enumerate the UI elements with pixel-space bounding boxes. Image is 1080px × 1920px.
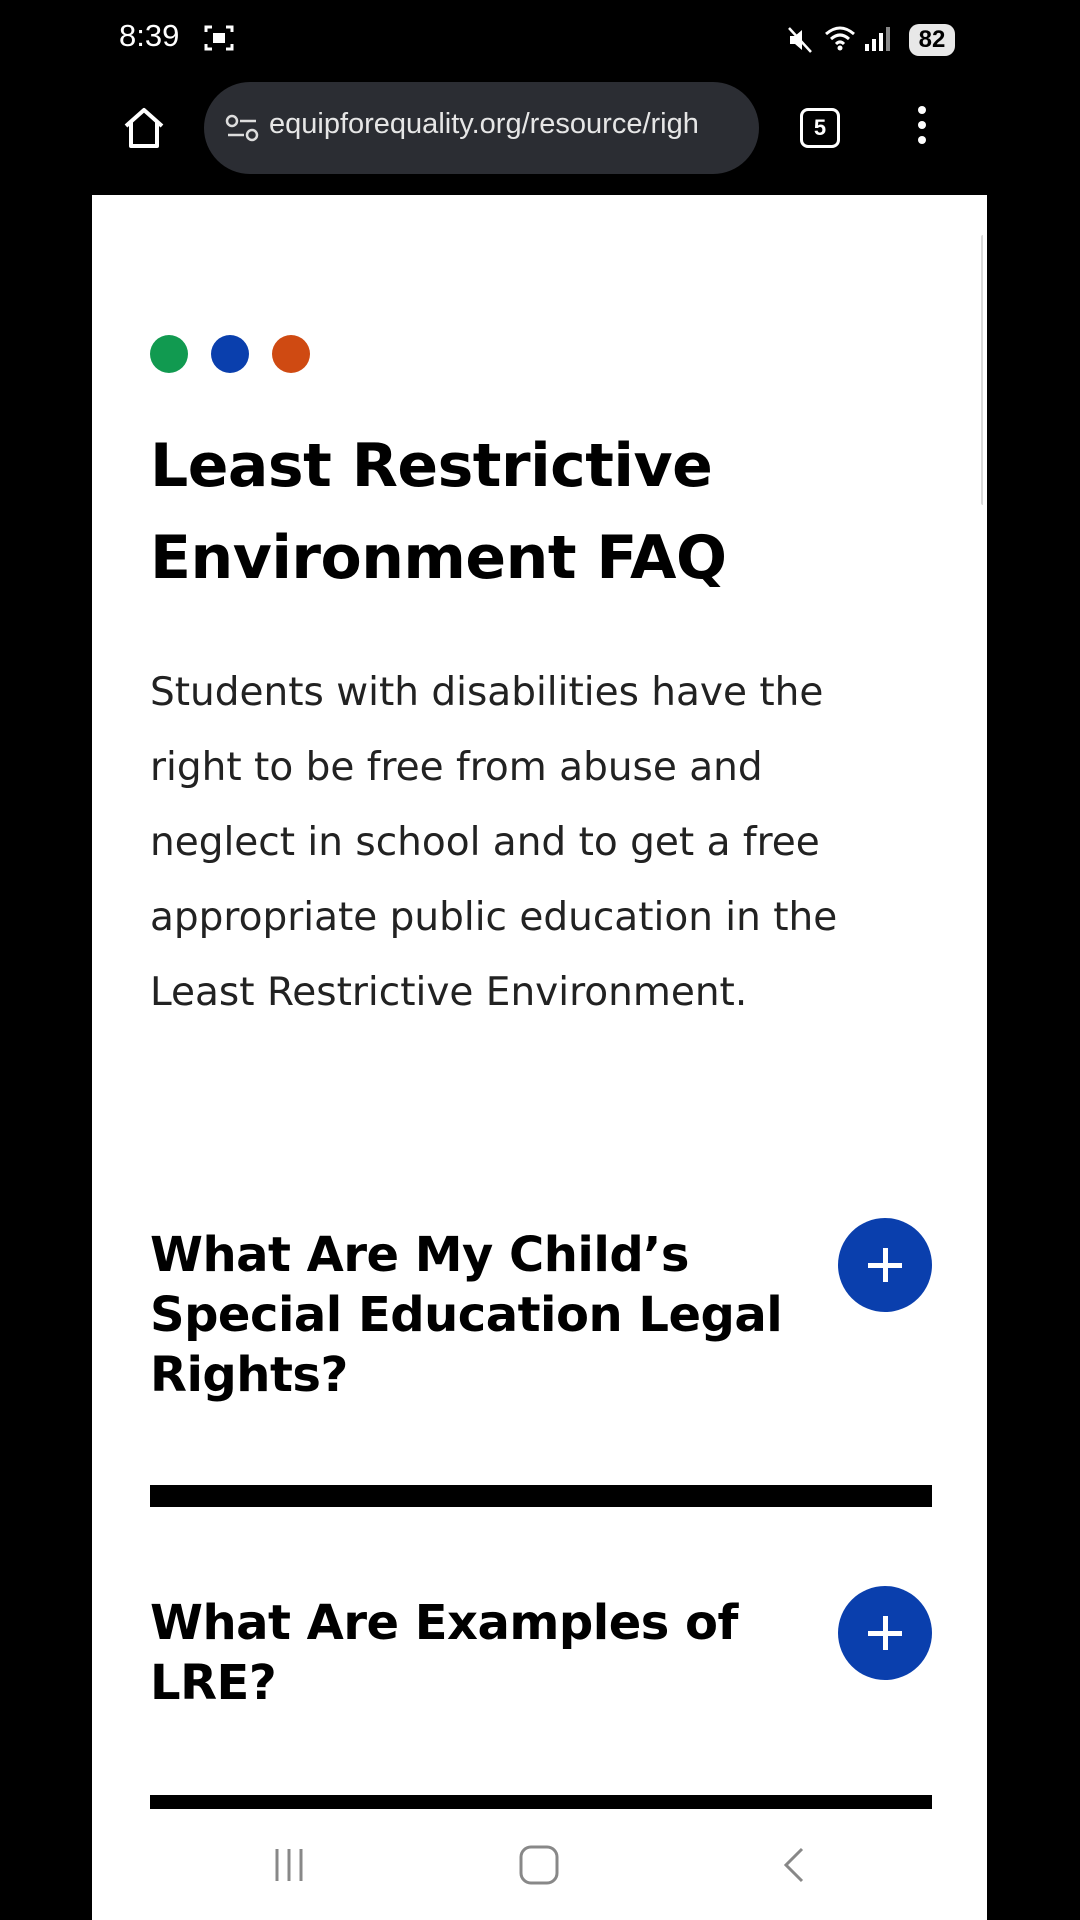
- recents-icon[interactable]: [267, 1845, 311, 1885]
- signal-icon: [864, 26, 890, 56]
- faq-divider: [150, 1795, 932, 1809]
- status-time: 8:39: [119, 18, 180, 53]
- plus-icon[interactable]: [838, 1586, 932, 1680]
- phone-frame: [92, 0, 987, 1920]
- screenshot-icon: [204, 24, 234, 52]
- more-menu-icon[interactable]: [912, 106, 932, 150]
- address-bar[interactable]: [204, 82, 759, 174]
- tabs-icon[interactable]: 5: [800, 108, 840, 148]
- faq-question[interactable]: [150, 1593, 790, 1713]
- orange-dot: [272, 335, 310, 373]
- faq-question-line: LRE?: [150, 1655, 277, 1711]
- blue-dot: [211, 335, 249, 373]
- wifi-icon: [824, 24, 856, 56]
- page-title: [150, 420, 870, 604]
- faq-question-line: What Are Examples of: [150, 1595, 738, 1651]
- scrollbar[interactable]: [981, 235, 987, 505]
- faq-item-legal-rights[interactable]: [150, 1225, 932, 1545]
- intro-line: neglect in school and to get a free: [150, 820, 820, 865]
- plus-icon[interactable]: [838, 1218, 932, 1312]
- status-bar: [92, 0, 987, 80]
- site-settings-icon[interactable]: [224, 113, 260, 143]
- faq-question-line: Rights?: [150, 1347, 348, 1403]
- page-title-line: Environment FAQ: [150, 523, 727, 593]
- faq-question-line: What Are My Child’s: [150, 1227, 689, 1283]
- home-icon[interactable]: [517, 1845, 561, 1885]
- back-icon[interactable]: [772, 1845, 816, 1885]
- mute-icon: [787, 26, 813, 58]
- green-dot: [150, 335, 188, 373]
- intro-line: appropriate public education in the: [150, 895, 838, 940]
- page-title-line: Least Restrictive: [150, 431, 713, 501]
- faq-question[interactable]: [150, 1225, 790, 1405]
- faq-item-lre-examples[interactable]: [150, 1593, 932, 1815]
- browser-toolbar: [92, 80, 987, 195]
- faq-divider: [150, 1485, 932, 1507]
- system-nav-bar: [92, 1815, 987, 1920]
- home-icon[interactable]: [120, 104, 168, 152]
- intro-line: Least Restrictive Environment.: [150, 970, 748, 1015]
- url-text[interactable]: equipforequality.org/resource/righ: [269, 108, 699, 140]
- faq-question-line: Special Education Legal: [150, 1287, 783, 1343]
- intro-line: right to be free from abuse and: [150, 745, 763, 790]
- battery-icon: 82: [909, 24, 955, 56]
- web-page: [92, 195, 987, 1815]
- intro-line: Students with disabilities have the: [150, 670, 824, 715]
- intro-paragraph: [150, 655, 890, 1030]
